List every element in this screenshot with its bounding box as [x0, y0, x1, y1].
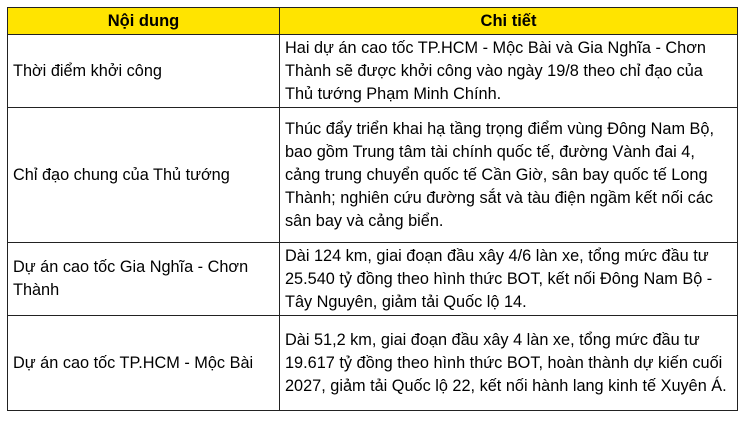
header-row [8, 8, 738, 35]
row-detail-start-time: Hai dự án cao tốc TP.HCM - Mộc Bài và Gia Nghĩa - Chơn Thành sẽ được khởi công vào ngày 19/8 theo chỉ đạo của Thủ tướng Phạm Minh Chính. [280, 35, 738, 108]
row-label-start-time: Thời điểm khởi công [8, 35, 280, 108]
row-detail-pm-directive: Thúc đẩy triển khai hạ tầng trọng điểm vùng Đông Nam Bộ, bao gồm Trung tâm tài chính quốc tế, đường Vành đai 4, cảng trung chuyển quốc tế Cần Giờ, sân bay quốc tế Long Thành; nghiên cứu đường sắt và tàu điện ngầm kết nối các sân bay và cảng biển. [280, 108, 738, 243]
header-content: Nội dung [8, 8, 280, 35]
table-row [8, 35, 738, 108]
row-detail-gia-nghia-project: Dài 124 km, giai đoạn đầu xây 4/6 làn xe, tổng mức đầu tư 25.540 tỷ đồng theo hình thức BOT, kết nối Đông Nam Bộ - Tây Nguyên, giảm tải Quốc lộ 14. [280, 243, 738, 316]
header-detail: Chi tiết [280, 8, 738, 35]
row-label-gia-nghia-project: Dự án cao tốc Gia Nghĩa - Chơn Thành [8, 243, 280, 316]
row-detail-moc-bai-project: Dài 51,2 km, giai đoạn đầu xây 4 làn xe, tổng mức đầu tư 19.617 tỷ đồng theo hình thức BOT, hoàn thành dự kiến cuối 2027, giảm tải Quốc lộ 22, kết nối hành lang kinh tế Xuyên Á. [280, 316, 738, 411]
row-label-moc-bai-project: Dự án cao tốc TP.HCM - Mộc Bài [8, 316, 280, 411]
table-row [8, 243, 738, 316]
table-row [8, 316, 738, 411]
table-row [8, 108, 738, 243]
info-table [7, 7, 738, 411]
row-label-pm-directive: Chỉ đạo chung của Thủ tướng [8, 108, 280, 243]
